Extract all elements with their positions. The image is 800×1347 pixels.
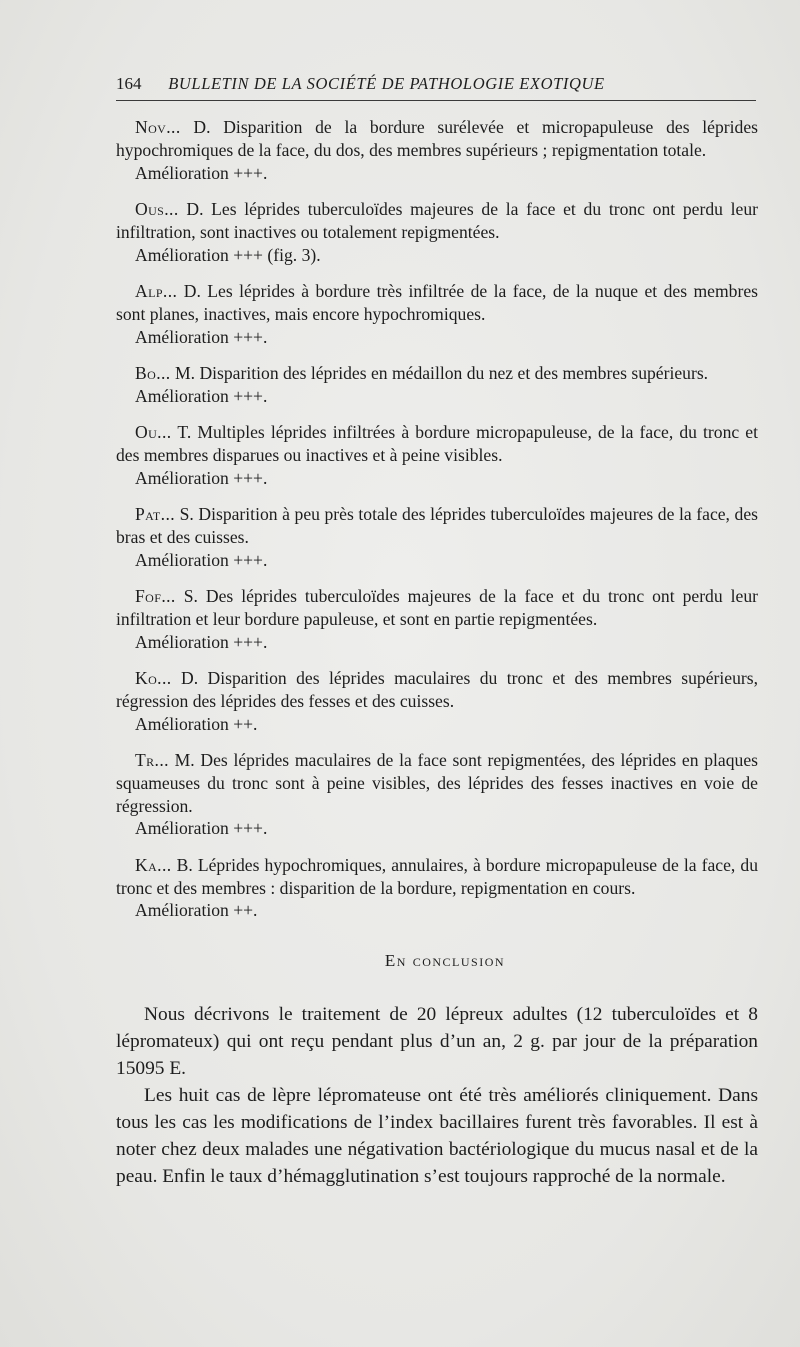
- case-text: D. Disparition de la bordure surélevée et micropapuleuse des léprides hypochromiques de la face, du dos, des membres supérieurs ; repigmentation totale.: [116, 117, 758, 160]
- case-result: Amélioration +++ (fig. 3).: [135, 244, 321, 265]
- page-number: 164: [116, 74, 142, 93]
- patient-name: Ou...: [135, 422, 172, 443]
- case-text: D. Les léprides à bordure très infiltrée de la face, de la nuque et des membres sont planes, inactives, mais encore hypochromiques.: [116, 280, 758, 324]
- case-description: [116, 667, 758, 713]
- case-description: [116, 585, 758, 631]
- case-text: D. Disparition des léprides maculaires du tronc et des membres supérieurs, régression des léprides des fesses et des cuisses.: [116, 668, 758, 711]
- case-text: T. Multiples léprides infiltrées à bordure micropapuleuse, de la face, du tronc et des membres disparues ou inactives et à peine visibles.: [116, 422, 758, 465]
- case-text: S. Disparition à peu près totale des léprides tuberculoïdes majeures de la face, des bras et des cuisses.: [116, 504, 758, 547]
- patient-name: Ka...: [135, 854, 172, 875]
- running-header: [116, 74, 756, 94]
- case-text: M. Des léprides maculaires de la face sont repigmentées, des léprides en plaques squameuses du tronc sont à peine visibles, des léprides des fesses inactives en voie de régression.: [116, 750, 758, 816]
- case-entry: [116, 749, 758, 840]
- case-result: Amélioration ++.: [135, 713, 258, 734]
- patient-name: Fof...: [135, 586, 176, 607]
- running-title: BULLETIN DE LA SOCIÉTÉ DE PATHOLOGIE EXOTIQUE: [168, 74, 605, 93]
- case-description: [116, 749, 758, 817]
- case-description: [116, 854, 758, 900]
- case-result: Amélioration +++.: [135, 467, 268, 488]
- case-result: Amélioration +++.: [135, 549, 268, 570]
- case-description: [116, 362, 758, 385]
- article-body: [116, 116, 758, 1190]
- case-description: [116, 198, 758, 244]
- case-description: [116, 503, 758, 549]
- case-result: Amélioration +++.: [135, 326, 268, 347]
- case-entry: [116, 116, 758, 184]
- case-entry: [116, 585, 758, 653]
- case-text: D. Les léprides tuberculoïdes majeures de la face et du tronc ont perdu leur infiltration, sont inactives ou totalement repigmentées.: [116, 198, 758, 242]
- case-result: Amélioration ++.: [135, 900, 258, 921]
- case-result: Amélioration +++.: [135, 631, 268, 652]
- case-description: [116, 280, 758, 326]
- case-result: Amélioration +++.: [135, 818, 268, 839]
- case-result: Amélioration +++.: [135, 162, 268, 183]
- conclusion-paragraph: Les huit cas de lèpre lépromateuse ont été très améliorés cliniquement. Dans tous les cas les modifications de l’index bacillaires furent très favorables. Il est à noter chez deux malades une négativation bactériologique du mucus nasal et de la peau. Enfin le taux d’hémagglutination s’est toujours rapproché de la normale.: [116, 1085, 758, 1188]
- case-entry: [116, 854, 758, 922]
- patient-name: Ous...: [135, 198, 179, 219]
- patient-name: Ko...: [135, 668, 172, 689]
- case-entry: [116, 362, 758, 408]
- conclusion-paragraph: Nous décrivons le traitement de 20 lépreux adultes (12 tuberculoïdes et 8 lépromateux) qui ont reçu pendant plus d’un an, 2 g. par jour de la préparation 15095 E.: [116, 1004, 758, 1080]
- patient-name: Alp...: [135, 280, 178, 301]
- case-description: [116, 421, 758, 467]
- patient-name: Nov...: [135, 117, 181, 137]
- patient-name: Bo...: [135, 362, 171, 383]
- case-text: M. Disparition des léprides en médaillon du nez et des membres supérieurs.: [170, 362, 709, 383]
- case-description: [116, 116, 758, 162]
- case-entry: [116, 280, 758, 348]
- case-entry: [116, 421, 758, 489]
- header-rule: [116, 100, 756, 101]
- case-entry: [116, 667, 758, 735]
- patient-name: Tr...: [135, 750, 169, 771]
- case-entry: [116, 503, 758, 571]
- conclusion-section: [116, 1001, 758, 1190]
- case-text: S. Des léprides tuberculoïdes majeures de la face et du tronc ont perdu leur infiltration et leur bordure papuleuse, et sont en partie repigmentées.: [116, 586, 758, 629]
- case-entry: [116, 198, 758, 266]
- section-title: En conclusion: [384, 951, 506, 971]
- patient-name: Pat...: [135, 504, 176, 525]
- case-text: B. Léprides hypochromiques, annulaires, à bordure micropapuleuse de la face, du tronc et des membres : disparition de la bordure, repigmentation en cours.: [116, 854, 758, 898]
- case-result: Amélioration +++.: [135, 385, 268, 406]
